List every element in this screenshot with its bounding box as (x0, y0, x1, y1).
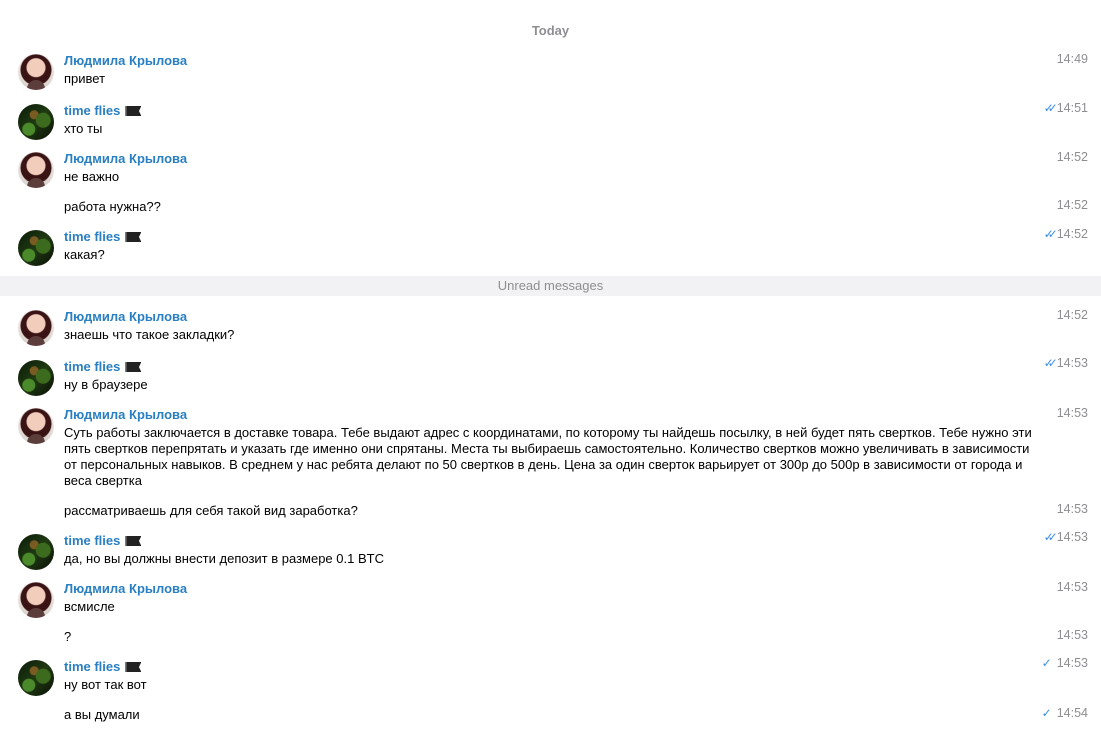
unread-messages-separator: Unread messages (0, 276, 1101, 296)
message-text: не важно (64, 169, 120, 184)
black-flag-icon (125, 232, 141, 242)
message-text: ну в браузере (64, 377, 148, 392)
double-check-icon: ✓✓ (1043, 356, 1052, 370)
message-time: 14:49 (1056, 52, 1088, 66)
message-text: знаешь что такое закладки? (64, 327, 235, 342)
double-check-icon: ✓✓ (1043, 101, 1052, 115)
message-time: 14:52 (1056, 308, 1088, 322)
message-meta (1042, 656, 1088, 670)
date-separator: Today (531, 23, 570, 38)
avatar[interactable] (18, 660, 54, 696)
message-time: 14:51 (1056, 101, 1088, 115)
avatar[interactable] (18, 152, 54, 188)
message-meta (1042, 706, 1088, 720)
avatar[interactable] (18, 230, 54, 266)
avatar[interactable] (18, 54, 54, 90)
message-text: рассматриваешь для себя такой вид заработка? (64, 503, 358, 518)
message-text: да, но вы должны внести депозит в размере 0.1 BTC (64, 551, 384, 566)
sender-name[interactable]: Людмила Крылова (64, 309, 188, 324)
message-meta (1044, 356, 1088, 370)
avatar[interactable] (18, 582, 54, 618)
avatar[interactable] (18, 310, 54, 346)
message-text: Суть работы заключается в доставке товара. Тебе выдают адрес с координатами, по которому ты найдешь посылку, в ней будет пять свертков. Тебе нужно эти пять свертков перепрятать и указать где именно они спрятаны. Места ты выбираешь самостоятельно. Количество свертков можно увеличивать в зависимости от персональных навыков. В среднем у нас ребята делают по 50 свертков в день. Цена за один сверток варьирует от 300р до 500р в зависимости от города и веса свертка (64, 425, 1032, 488)
message-time: 14:52 (1056, 227, 1088, 241)
sender-name[interactable]: time flies (64, 103, 141, 118)
message-time: 14:53 (1056, 656, 1088, 670)
sender-name[interactable]: Людмила Крылова (64, 53, 188, 68)
sender-name[interactable]: Людмила Крылова (64, 407, 188, 422)
black-flag-icon (125, 536, 141, 546)
black-flag-icon (125, 362, 141, 372)
double-check-icon: ✓✓ (1043, 227, 1052, 241)
message-meta (1044, 530, 1088, 544)
avatar[interactable] (18, 104, 54, 140)
message-text: работа нужна?? (64, 199, 161, 214)
message-text: какая? (64, 247, 105, 262)
black-flag-icon (125, 662, 141, 672)
message-text: а вы думали (64, 707, 140, 722)
sender-name[interactable]: time flies (64, 359, 141, 374)
message-time: 14:52 (1056, 150, 1088, 164)
avatar[interactable] (18, 534, 54, 570)
message-time: 14:53 (1056, 502, 1088, 516)
message-time: 14:54 (1056, 706, 1088, 720)
message-time: 14:53 (1056, 356, 1088, 370)
sender-name[interactable]: time flies (64, 659, 141, 674)
message-meta (1044, 227, 1088, 241)
avatar[interactable] (18, 408, 54, 444)
sender-name[interactable]: time flies (64, 229, 141, 244)
sender-name[interactable]: Людмила Крылова (64, 151, 188, 166)
message-text: ну вот так вот (64, 677, 147, 692)
message-time: 14:53 (1056, 580, 1088, 594)
sender-name[interactable]: time flies (64, 533, 141, 548)
double-check-icon: ✓✓ (1043, 530, 1052, 544)
single-check-icon: ✓ (1041, 656, 1052, 670)
avatar[interactable] (18, 360, 54, 396)
message-time: 14:53 (1056, 530, 1088, 544)
message-text: ? (64, 629, 72, 644)
single-check-icon: ✓ (1041, 706, 1052, 720)
message-time: 14:52 (1056, 198, 1088, 212)
message-text: всмисле (64, 599, 115, 614)
sender-name[interactable]: Людмила Крылова (64, 581, 188, 596)
message-time: 14:53 (1056, 406, 1088, 420)
message-meta (1044, 101, 1088, 115)
black-flag-icon (125, 106, 141, 116)
message-time: 14:53 (1056, 628, 1088, 642)
message-text: хто ты (64, 121, 103, 136)
message-text: привет (64, 71, 106, 86)
